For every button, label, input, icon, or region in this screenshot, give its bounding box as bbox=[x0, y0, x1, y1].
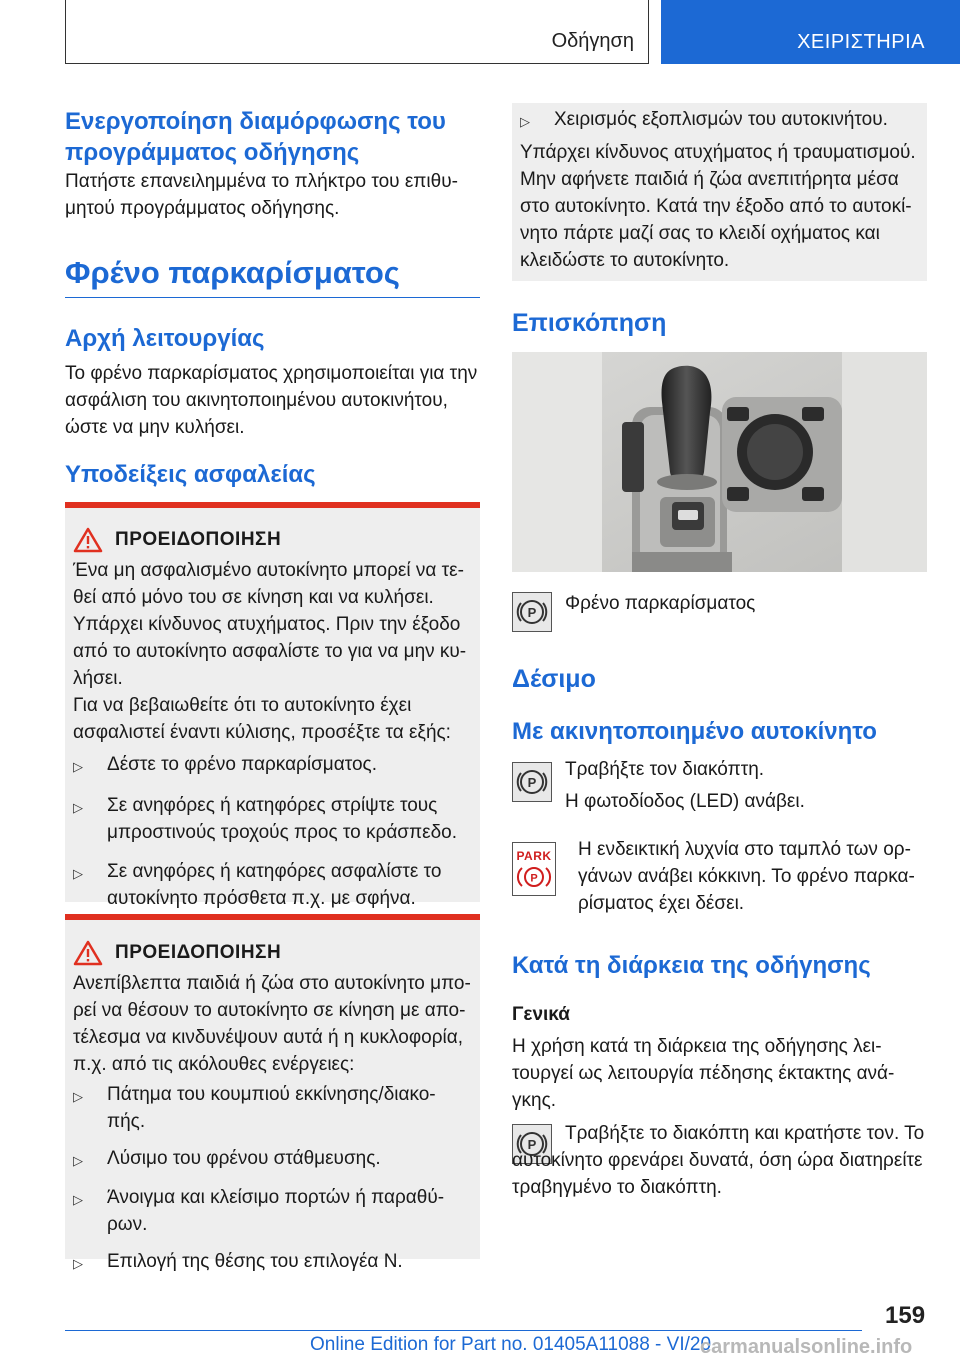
page-number: 159 bbox=[885, 1302, 926, 1329]
activation-text: Πατήστε επανειλημμένα το πλήκτρο του επιθυ-μητού προγράμματος οδήγησης. bbox=[65, 171, 458, 219]
warning-bar bbox=[65, 914, 480, 920]
section-title: Οδήγηση bbox=[551, 30, 634, 52]
warning-bar bbox=[65, 502, 480, 508]
watermark: carmanualsonline.info bbox=[700, 1336, 913, 1358]
svg-text:P: P bbox=[527, 1137, 537, 1152]
warning-paragraph: Ανεπίβλεπτα παιδιά ή ζώα στο αυτοκίνητο μπο-ρεί να θέσουν το αυτοκίνητο σε κίνηση με απο-τέλεσμα να κινδυνέψουν αυτά ή η κυκλοφορία, π.χ. από τις ακόλουθες ενέργειες: bbox=[73, 973, 471, 1075]
parking-brake-switch-icon bbox=[512, 762, 552, 802]
overview-heading: Επισκόπηση bbox=[512, 309, 667, 337]
principle-heading: Αρχή λειτουργίας bbox=[65, 325, 265, 352]
list-item bbox=[73, 1145, 473, 1174]
chapter-tab-label: ΧΕΙΡΙΣΤΗΡΙΑ bbox=[797, 31, 925, 53]
edition-text: Online Edition for Part no. 01405A11088 - VI/20 bbox=[310, 1334, 712, 1355]
triangle-bullet-icon: ▷ bbox=[73, 800, 83, 815]
principle-text: Το φρένο παρκαρίσματος χρησιμοποιείται για την ασφάλιση του ακινητοποιημένου αυτοκινήτου, ώστε να μην κυλήσει. bbox=[65, 363, 478, 438]
list-item-text: Άνοιγμα και κλείσιμο πορτών ή παραθύ-ρων. bbox=[107, 1187, 445, 1235]
svg-text:P: P bbox=[527, 775, 537, 790]
warning-box-2 bbox=[65, 914, 480, 1272]
triangle-bullet-icon: ▷ bbox=[73, 1192, 83, 1207]
park-label: PARK bbox=[516, 849, 552, 863]
driving-heading: Κατά τη διάρκεια της οδήγησης bbox=[512, 952, 871, 979]
warning-title bbox=[73, 940, 281, 966]
list-item-text: Σε ανηφόρες ή κατηφόρες στρίψτε τους μπροστινούς τροχούς προς το κράσπεδο. bbox=[107, 795, 458, 843]
list-item-text: Επιλογή της θέσης του επιλογέα N. bbox=[107, 1251, 403, 1272]
triangle-bullet-icon: ▷ bbox=[73, 1153, 83, 1168]
list-item-text: Χειρισμός εξοπλισμών του αυτοκινήτου. bbox=[554, 109, 888, 130]
title-rule bbox=[65, 297, 480, 298]
list-item bbox=[520, 106, 920, 135]
led-text: Η φωτοδίοδος (LED) ανάβει. bbox=[565, 791, 805, 812]
pull-switch-text: Τραβήξτε τον διακόπτη. bbox=[565, 759, 765, 780]
warning-paragraph: Για να βεβαιωθείτε ότι το αυτοκίνητο έχει ασφαλιστεί έναντι κύλισης, προσέξτε τα εξής: bbox=[73, 695, 451, 743]
indicator-text: Η ενδεικτική λυχνία στο ταμπλό των ορ-γάνων ανάβει κόκκινη. Το φρένο παρκα-ρίσματος έχει δέσει. bbox=[578, 839, 915, 914]
triangle-bullet-icon: ▷ bbox=[73, 866, 83, 881]
header-frame bbox=[65, 0, 649, 64]
list-item bbox=[73, 858, 473, 912]
warning-paragraph: Υπάρχει κίνδυνος ατυχήματος ή τραυματισμού. Μην αφήνετε παιδιά ή ζώα ανεπιτήρητα μέσα στο αυτοκίνητο. Κατά την έξοδο από το αυτοκί-νητο πάρτε μαζί σας το κλειδί οχήματος και κλειδώστε το αυτοκίνητο. bbox=[520, 142, 916, 271]
warning-box-1 bbox=[65, 502, 480, 909]
park-indicator-icon bbox=[512, 842, 556, 896]
image-caption: Φρένο παρκαρίσματος bbox=[565, 593, 756, 614]
list-item-text: Πάτημα του κουμπιού εκκίνησης/διακο-πής. bbox=[107, 1084, 436, 1132]
warning-triangle-icon bbox=[73, 527, 103, 553]
console-photo-icon bbox=[512, 352, 927, 572]
apply-heading: Δέσιμο bbox=[512, 665, 596, 693]
warning-continuation-box bbox=[512, 103, 927, 281]
activation-heading: Ενεργοποίηση διαμόρφωσης του προγράμματος οδήγησης bbox=[65, 108, 446, 166]
warning-title-text: ΠΡΟΕΙΔΟΠΟΙΗΣΗ bbox=[115, 529, 282, 550]
parking-brake-switch-icon bbox=[512, 592, 552, 632]
list-item-text: Δέστε το φρένο παρκαρίσματος. bbox=[107, 754, 377, 775]
list-item bbox=[73, 751, 473, 780]
pull-hold-text: Τραβήξτε το διακόπτη και κρατήστε τον. Το αυτοκίνητο φρενάρει δυνατά, όση ώρα διατηρείτε τραβηγμένο το διακόπτη. bbox=[512, 1123, 925, 1198]
triangle-bullet-icon: ▷ bbox=[520, 114, 530, 129]
list-item bbox=[73, 792, 473, 846]
chapter-tab[interactable] bbox=[661, 0, 960, 64]
list-item bbox=[73, 1248, 473, 1277]
triangle-bullet-icon: ▷ bbox=[73, 759, 83, 774]
list-item bbox=[73, 1184, 473, 1238]
warning-title-text: ΠΡΟΕΙΔΟΠΟΙΗΣΗ bbox=[115, 942, 282, 963]
stationary-heading: Με ακινητοποιημένο αυτοκίνητο bbox=[512, 718, 877, 745]
warning-title bbox=[73, 527, 281, 553]
parking-brake-image bbox=[512, 352, 927, 572]
svg-text:P: P bbox=[530, 872, 538, 885]
warning-triangle-icon bbox=[73, 940, 103, 966]
footer-rule bbox=[65, 1330, 862, 1331]
list-item-text: Λύσιμο του φρένου στάθμευσης. bbox=[107, 1148, 381, 1169]
triangle-bullet-icon: ▷ bbox=[73, 1256, 83, 1271]
main-title: Φρένο παρκαρίσματος bbox=[65, 255, 400, 290]
list-item bbox=[73, 1081, 473, 1135]
triangle-bullet-icon: ▷ bbox=[73, 1089, 83, 1104]
general-text: Η χρήση κατά τη διάρκεια της οδήγησης λει-τουργεί ως λειτουργία πέδησης έκτακτης ανά-γκης. bbox=[512, 1036, 895, 1111]
safety-heading: Υποδείξεις ασφαλείας bbox=[65, 461, 316, 488]
warning-paragraph: Ένα μη ασφαλισμένο αυτοκίνητο μπορεί να τε-θεί από μόνο του σε κίνηση και να κυλήσει. Υπάρχει κίνδυνος ατυχήματος. Πριν την έξοδο από το αυτοκίνητο ασφαλίστε το για να μην κυ-λήσει. bbox=[73, 560, 467, 689]
list-item-text: Σε ανηφόρες ή κατηφόρες ασφαλίστε το αυτοκίνητο πρόσθετα π.χ. με σφήνα. bbox=[107, 861, 442, 909]
svg-text:P: P bbox=[527, 605, 537, 620]
general-heading: Γενικά bbox=[512, 1004, 570, 1025]
